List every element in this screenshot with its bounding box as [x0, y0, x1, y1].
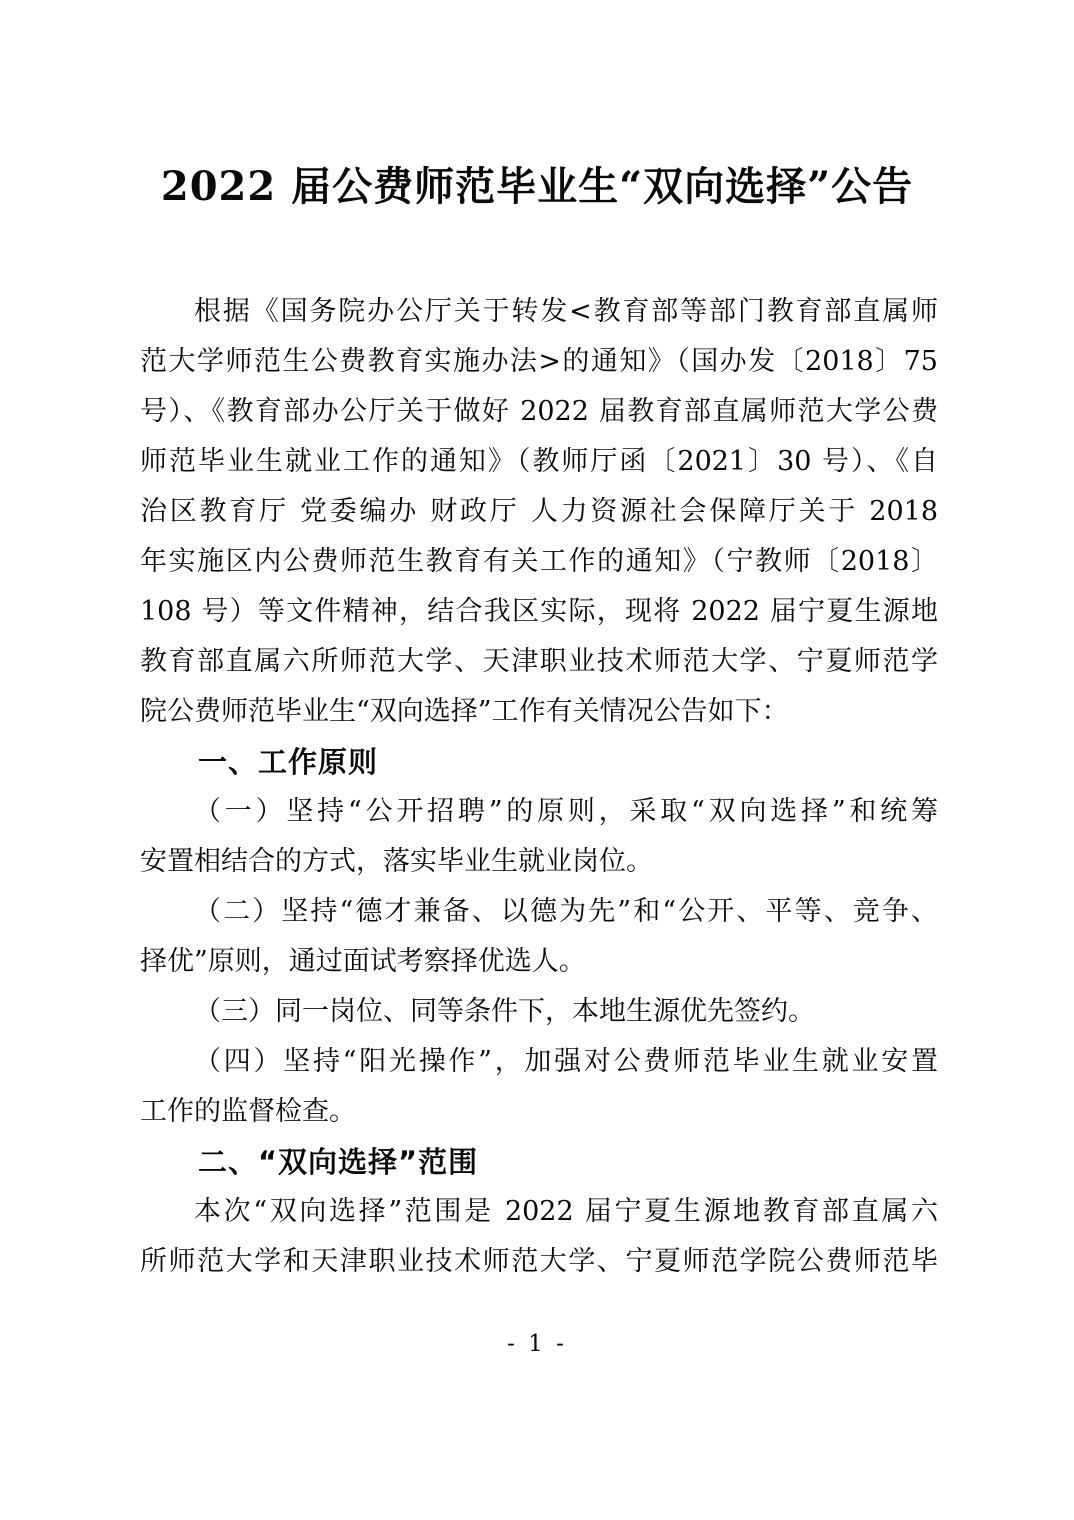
body-line: 师范毕业生就业工作的通知》（教师厅函〔2021〕30 号）、《自 — [140, 446, 938, 477]
body-line: （一）坚持“公开招聘”的原则，采取“双向选择”和统筹 — [194, 796, 938, 827]
body-line: 号）、《教育部办公厅关于做好 2022 届教育部直属师范大学公费 — [140, 396, 938, 427]
body-line: 择优”原则，通过面试考察择优选人。 — [140, 946, 586, 977]
body-line: （二）坚持“德才兼备、以德为先”和“公开、平等、竞争、 — [194, 896, 938, 927]
body-line: 所师范大学和天津职业技术师范大学、宁夏师范学院公费师范毕 — [140, 1246, 938, 1277]
body-line: 根据《国务院办公厅关于转发<教育部等部门教育部直属师 — [194, 296, 938, 327]
document-title: 2022 届公费师范毕业生“双向选择”公告 — [160, 163, 914, 210]
body-line: 范大学师范生公费教育实施办法>的通知》（国办发〔2018〕75 — [140, 346, 938, 377]
body-line: 工作的监督检查。 — [140, 1096, 356, 1127]
section-heading-1: 一、工作原则 — [198, 745, 379, 779]
body-line: （三）同一岗位、同等条件下，本地生源优先签约。 — [194, 996, 815, 1027]
body-line: 108 号）等文件精神，结合我区实际，现将 2022 届宁夏生源地 — [140, 596, 938, 627]
body-line: 治区教育厅 党委编办 财政厅 人力资源社会保障厅关于 2018 — [140, 496, 938, 527]
body-line: 年实施区内公费师范生教育有关工作的通知》（宁教师〔2018〕 — [140, 546, 938, 577]
page-number: - 1 - — [507, 1331, 567, 1357]
section-heading-2: 二、“双向选择”范围 — [198, 1145, 479, 1179]
body-line: 安置相结合的方式，落实毕业生就业岗位。 — [140, 846, 653, 877]
body-line: 本次“双向选择”范围是 2022 届宁夏生源地教育部直属六 — [194, 1196, 938, 1227]
document-body — [140, 287, 938, 1287]
body-line: 教育部直属六所师范大学、天津职业技术师范大学、宁夏师范学 — [140, 646, 938, 677]
body-line: （四）坚持“阳光操作”，加强对公费师范毕业生就业安置 — [194, 1046, 938, 1077]
body-line: 院公费师范毕业生“双向选择”工作有关情况公告如下： — [140, 696, 789, 727]
